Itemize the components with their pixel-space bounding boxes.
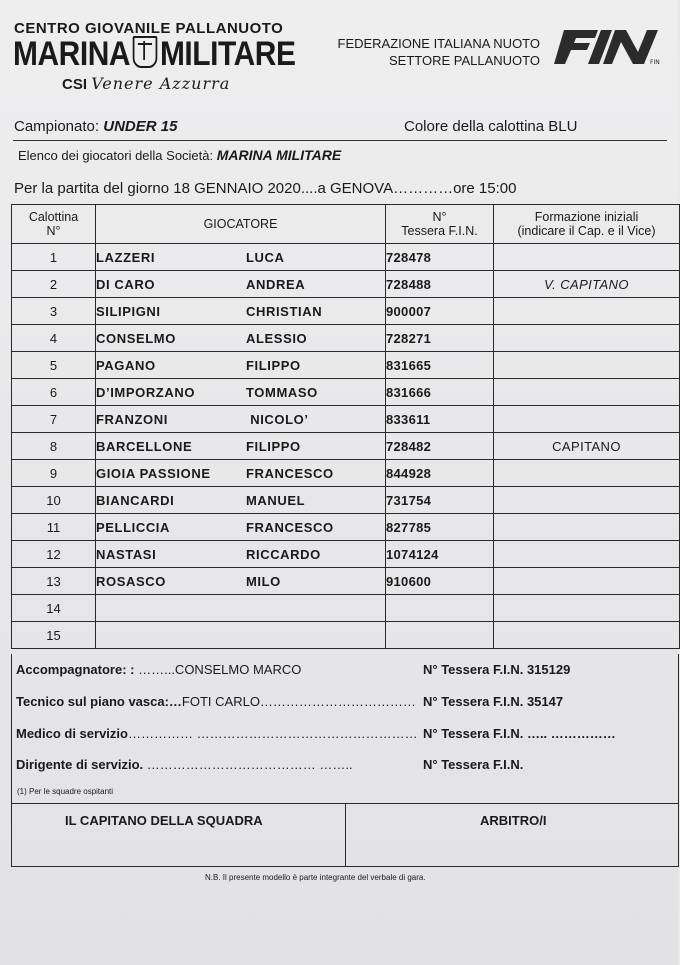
- fin-card-number: 910600: [386, 568, 494, 595]
- signature-box: [11, 803, 679, 867]
- starting-role: [494, 514, 680, 541]
- player-firstname: NICOLO’: [246, 411, 309, 427]
- player-firstname: CHRISTIAN: [246, 303, 323, 319]
- table-header-row: [12, 205, 680, 244]
- accompagnatore-row: [16, 662, 571, 677]
- tecnico-label: Tecnico sul piano vasca:…: [16, 694, 182, 709]
- table-row: [12, 487, 680, 514]
- federation-line1: FEDERAZIONE ITALIANA NUOTO: [337, 36, 540, 51]
- club-subtitle: [62, 74, 230, 93]
- club-top-line: CENTRO GIOVANILE PALLANUOTO: [14, 20, 284, 37]
- navy-crest-icon: [133, 36, 158, 68]
- starting-role: [494, 298, 680, 325]
- fin-card-number: [386, 595, 494, 622]
- player-name: [96, 298, 386, 325]
- player-firstname: LUCA: [246, 249, 285, 265]
- cap-number: 7: [12, 406, 96, 433]
- player-surname: D’IMPORZANO: [96, 384, 196, 400]
- player-name: [96, 514, 386, 541]
- starting-role: [494, 325, 680, 352]
- player-surname: LAZZERI: [96, 249, 156, 265]
- medico-tessera: N° Tessera F.I.N. ….. ……………: [423, 726, 616, 741]
- fin-card-number: 728271: [386, 325, 494, 352]
- header-calottina-line2: N°: [46, 224, 61, 238]
- starting-role: [494, 622, 680, 649]
- table-row: [12, 244, 680, 271]
- player-firstname: TOMMASO: [246, 384, 318, 400]
- table-row: [12, 352, 680, 379]
- player-firstname: MILO: [246, 573, 281, 589]
- player-firstname: RICCARDO: [246, 546, 321, 562]
- starting-role: [494, 352, 680, 379]
- tecnico-tessera: N° Tessera F.I.N. 35147: [423, 694, 564, 709]
- cap-number: 13: [12, 568, 96, 595]
- club-name-left: MARINA: [13, 35, 131, 73]
- starting-role: CAPITANO: [494, 433, 680, 460]
- players-table: [11, 204, 680, 649]
- player-surname: PAGANO: [96, 357, 156, 373]
- fin-card-number: 831665: [386, 352, 494, 379]
- fin-logo-icon: [554, 26, 658, 66]
- player-name: [96, 379, 386, 406]
- fin-card-number: 827785: [386, 514, 494, 541]
- cap-number: 1: [12, 244, 96, 271]
- dirigente-tessera: N° Tessera F.I.N.: [423, 757, 524, 772]
- federation-block: [338, 35, 541, 69]
- fin-card-number: 728488: [386, 271, 494, 298]
- header-giocatore: GIOCATORE: [96, 205, 386, 244]
- player-name: [96, 352, 386, 379]
- table-row: [12, 406, 680, 433]
- cap-number: 10: [12, 487, 96, 514]
- starting-role: V. CAPITANO: [494, 271, 680, 298]
- medico-value: …………… ……………………………………………: [127, 726, 418, 741]
- cap-number: 11: [12, 514, 96, 541]
- player-firstname: FRANCESCO: [246, 465, 334, 481]
- header-formazione: [494, 205, 680, 244]
- player-surname: NASTASI: [96, 546, 157, 562]
- fin-card-number: 833611: [386, 406, 494, 433]
- header-tessera-line1: N°: [432, 210, 447, 224]
- arbitro-signature-label: ARBITRO/I: [480, 813, 547, 828]
- player-name: [96, 460, 386, 487]
- player-name: [96, 325, 386, 352]
- player-name: [96, 622, 386, 649]
- club-name-right: MILITARE: [159, 35, 296, 73]
- starting-role: [494, 595, 680, 622]
- player-name: [96, 541, 386, 568]
- medico-row: [16, 726, 616, 741]
- player-firstname: FILIPPO: [246, 438, 301, 454]
- table-row: [12, 298, 680, 325]
- starting-role: [494, 541, 680, 568]
- club-csi: CSI: [62, 76, 88, 93]
- fin-card-number: 731754: [386, 487, 494, 514]
- table-row: [12, 622, 680, 649]
- player-firstname: ANDREA: [246, 276, 306, 292]
- divider: [13, 140, 667, 141]
- player-surname: PELLICCIA: [96, 519, 171, 535]
- player-firstname: MANUEL: [246, 492, 306, 508]
- header-tessera: [386, 205, 494, 244]
- player-name: [96, 271, 386, 298]
- accompagnatore-label: Accompagnatore: :: [16, 662, 135, 677]
- player-surname: ROSASCO: [96, 573, 166, 589]
- dirigente-row: [16, 757, 524, 772]
- note-ospitanti: (1) Per le squadre ospitanti: [17, 787, 114, 796]
- player-firstname: FRANCESCO: [246, 519, 334, 535]
- player-surname: GIOIA PASSIONE: [96, 465, 211, 481]
- table-row: [12, 433, 680, 460]
- fin-card-number: 728478: [386, 244, 494, 271]
- starting-role: [494, 460, 680, 487]
- partita-line: Per la partita del giorno 18 GENNAIO 2020....a GENOVA…………ore 15:00: [14, 180, 517, 197]
- player-name: [96, 406, 386, 433]
- player-name: [96, 244, 386, 271]
- player-name: [96, 595, 386, 622]
- campionato-label: Campionato:: [14, 118, 100, 135]
- cap-number: 8: [12, 433, 96, 460]
- table-row: [12, 514, 680, 541]
- starting-role: [494, 568, 680, 595]
- player-surname: DI CARO: [96, 276, 156, 292]
- fin-logo-text: FIN: [650, 59, 660, 66]
- fin-card-number: 831666: [386, 379, 494, 406]
- table-row: [12, 379, 680, 406]
- nb-note: N.B. Il presente modello è parte integrante del verbale di gara.: [205, 873, 426, 882]
- header-formazione-line1: Formazione iniziali: [534, 210, 639, 224]
- federation-line2: SETTORE PALLANUOTO: [389, 53, 540, 68]
- fin-card-number: 728482: [386, 433, 494, 460]
- capitano-signature-label: IL CAPITANO DELLA SQUADRA: [65, 813, 263, 828]
- player-surname: BARCELLONE: [96, 438, 193, 454]
- cap-number: 6: [12, 379, 96, 406]
- club-name: [13, 35, 295, 74]
- player-firstname: FILIPPO: [246, 357, 301, 373]
- player-surname: FRANZONI: [96, 411, 168, 427]
- cap-number: 12: [12, 541, 96, 568]
- fin-card-number: 900007: [386, 298, 494, 325]
- cap-number: 2: [12, 271, 96, 298]
- player-name: [96, 433, 386, 460]
- cap-number: 14: [12, 595, 96, 622]
- header-calottina: [12, 205, 96, 244]
- colore-calottina: Colore della calottina BLU: [404, 118, 578, 135]
- elenco-value: MARINA MILITARE: [216, 147, 342, 163]
- starting-role: [494, 487, 680, 514]
- starting-role: [494, 379, 680, 406]
- starting-role: [494, 406, 680, 433]
- player-surname: CONSELMO: [96, 330, 176, 346]
- cap-number: 15: [12, 622, 96, 649]
- table-row: [12, 568, 680, 595]
- fin-card-number: 1074124: [386, 541, 494, 568]
- tecnico-value: FOTI CARLO………………………………: [181, 694, 416, 709]
- player-name: [96, 487, 386, 514]
- table-row: [12, 271, 680, 298]
- player-firstname: ALESSIO: [246, 330, 308, 346]
- table-row: [12, 460, 680, 487]
- cap-number: 3: [12, 298, 96, 325]
- header-tessera-line2: Tessera F.I.N.: [401, 224, 478, 238]
- campionato-value: UNDER 15: [103, 118, 178, 135]
- medico-label: Medico di servizio: [16, 726, 128, 741]
- header-formazione-line2: (indicare il Cap. e il Vice): [517, 224, 656, 238]
- table-row: [12, 325, 680, 352]
- elenco-line: [18, 147, 341, 163]
- signature-divider: [345, 804, 346, 866]
- dirigente-label: Dirigente di servizio.: [16, 757, 144, 772]
- table-row: [12, 541, 680, 568]
- accompagnatore-value: ……...CONSELMO MARCO: [138, 662, 302, 677]
- player-name: [96, 568, 386, 595]
- cap-number: 5: [12, 352, 96, 379]
- header-calottina-line1: Calottina: [28, 210, 79, 224]
- table-row: [12, 595, 680, 622]
- starting-role: [494, 244, 680, 271]
- fin-card-number: [386, 622, 494, 649]
- club-tagline: Venere Azzurra: [91, 74, 231, 93]
- accompagnatore-tessera: N° Tessera F.I.N. 315129: [423, 662, 571, 677]
- tecnico-row: [16, 694, 564, 709]
- dirigente-value: ………………………………… ……..: [143, 757, 353, 772]
- cap-number: 9: [12, 460, 96, 487]
- elenco-label: Elenco dei giocatori della Società:: [18, 148, 214, 163]
- player-surname: SILIPIGNI: [96, 303, 161, 319]
- campionato-line: [14, 118, 177, 135]
- cap-number: 4: [12, 325, 96, 352]
- fin-card-number: 844928: [386, 460, 494, 487]
- player-surname: BIANCARDI: [96, 492, 175, 508]
